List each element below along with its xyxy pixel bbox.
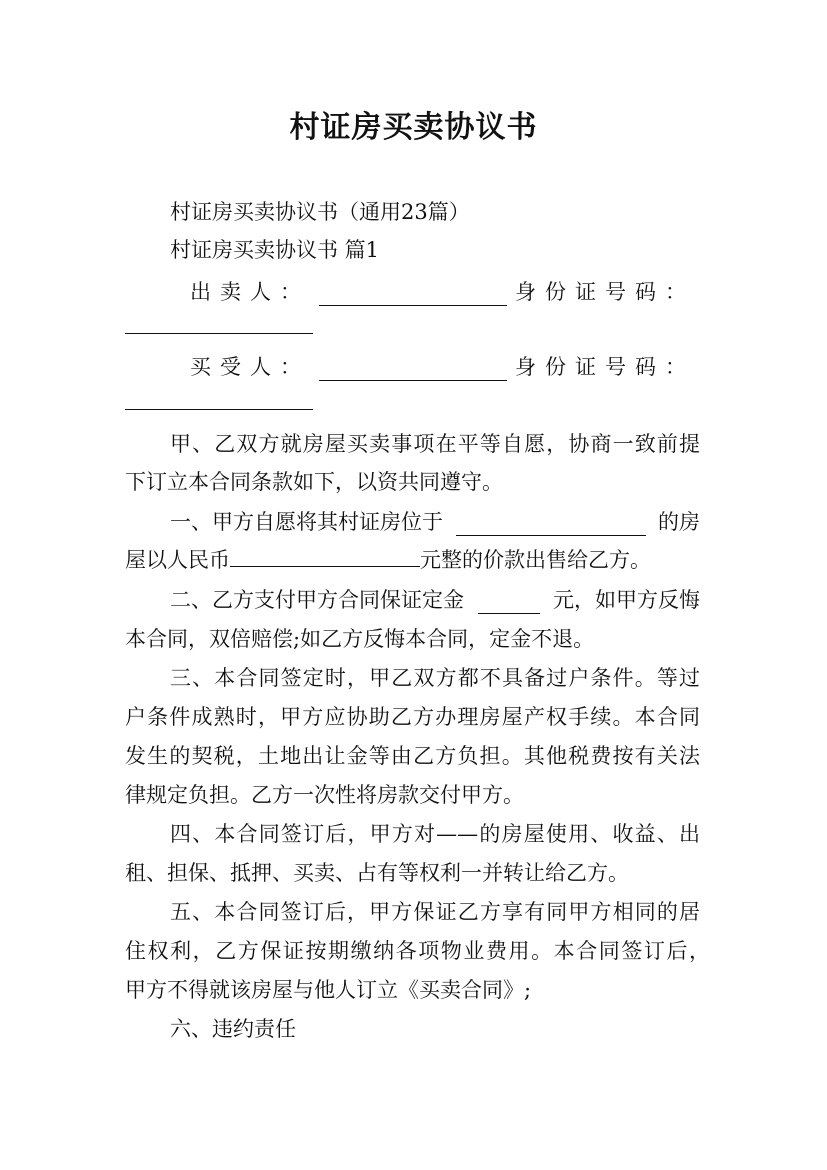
buyer-name-blank	[319, 360, 507, 381]
buyer-label: 买受人：	[190, 355, 310, 379]
clause-1-text-d: 元整的价款出售给乙方。	[420, 548, 651, 572]
clause-4-line-1: 四、本合同签订后，甲方对——的房屋使用、收益、出	[170, 822, 700, 846]
seller-id-label: 身份证号码：	[515, 280, 695, 304]
buyer-id-label: 身份证号码：	[515, 355, 695, 379]
clause-1-text-b: 的房	[658, 510, 700, 534]
clause-3-line-1: 三、本合同签定时，甲乙双方都不具备过户条件。等过	[170, 666, 700, 690]
clause-4-line-2: 租、担保、抵押、买卖、占有等权利一并转让给乙方。	[125, 861, 629, 885]
seller-label: 出卖人：	[190, 280, 310, 304]
seller-name-blank	[319, 285, 507, 306]
clause-5-line-2: 住权利，乙方保证按期缴纳各项物业费用。本合同签订后，	[125, 939, 710, 963]
clause-1-line-1	[170, 508, 700, 536]
clause-1-location-blank	[456, 515, 646, 536]
seller-id-blank	[125, 313, 313, 334]
clause-2-text-a: 二、乙方支付甲方合同保证定金	[170, 588, 464, 612]
clause-2-deposit-blank	[478, 593, 540, 614]
buyer-line	[190, 353, 695, 381]
intro-line-2: 下订立本合同条款如下，以资共同遵守。	[125, 470, 503, 494]
clause-5-line-3: 甲方不得就该房屋与他人订立《买卖合同》;	[125, 978, 532, 1002]
section-heading: 村证房买卖协议书 篇1	[170, 238, 380, 262]
clause-3-line-2: 户条件成熟时，甲方应协助乙方办理房屋产权手续。本合同	[125, 705, 700, 729]
clause-2-line-2: 本合同，双倍赔偿;如乙方反悔本合同，定金不退。	[125, 627, 595, 651]
buyer-id-blank	[125, 389, 313, 410]
clause-1-line-2	[125, 546, 651, 574]
clause-3-line-3: 发生的契税，土地出让金等由乙方负担。其他税费按有关法	[125, 744, 700, 768]
intro-line-1: 甲、乙双方就房屋买卖事项在平等自愿，协商一致前提	[170, 432, 700, 456]
seller-line	[190, 278, 695, 306]
document-subtitle: 村证房买卖协议书（通用23篇）	[170, 200, 470, 224]
clause-2-text-b: 元，如甲方反悔	[553, 588, 700, 612]
clause-1-text-c: 屋以人民币	[125, 548, 230, 572]
clause-1-price-blank	[230, 546, 420, 567]
clause-3-line-4: 律规定负担。乙方一次性将房款交付甲方。	[125, 783, 524, 807]
clause-5-line-1: 五、本合同签订后，甲方保证乙方享有同甲方相同的居	[170, 900, 700, 924]
clause-2-line-1	[170, 586, 700, 614]
clause-6-heading: 六、违约责任	[170, 1017, 296, 1041]
clause-1-text-a: 一、甲方自愿将其村证房位于	[170, 510, 443, 534]
document-title: 村证房买卖协议书	[289, 110, 538, 145]
